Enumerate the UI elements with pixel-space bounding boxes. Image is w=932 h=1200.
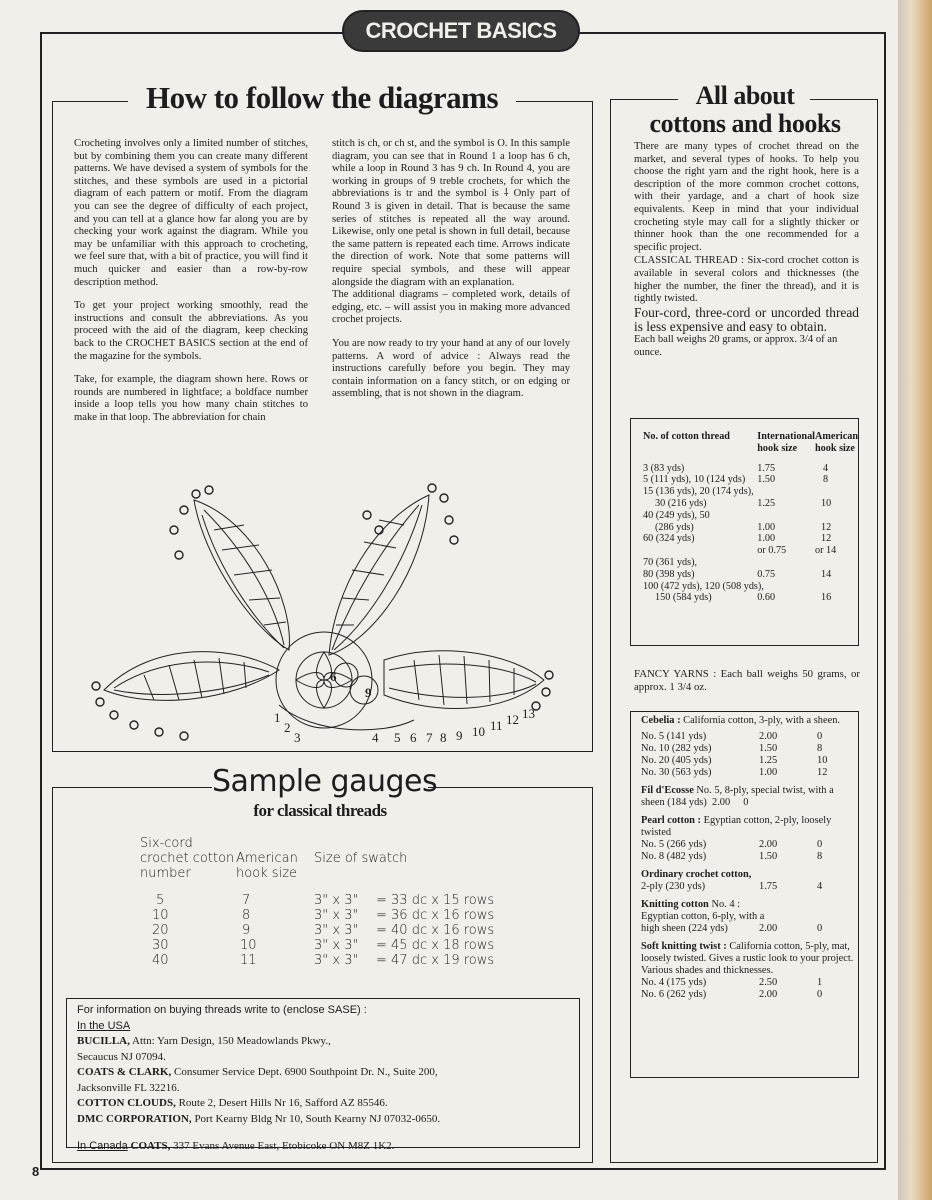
diagram-labels — [274, 669, 535, 745]
paragraph: CLASSICAL THREAD : Six-cord crochet cotton is available in several colors and thicknesses (the higher the number, the finer the thread), and it is tightly twisted. — [634, 255, 859, 305]
cell: = 40 dc x 16 rows — [376, 923, 495, 938]
supplier-entry: DMC CORPORATION, Port Kearny Bldg Nr 10, South Kearny NJ 07032-0650. — [77, 1112, 441, 1125]
gauges-table — [140, 836, 506, 968]
diagrams-column-2 — [332, 138, 570, 412]
table-row — [140, 953, 506, 968]
yarn-row: No. 30 (563 yds) 1.00 12 — [641, 767, 828, 778]
cell: 10 — [152, 908, 169, 923]
yarn-row: 2.00 0 — [759, 923, 823, 934]
cell: 8 — [242, 908, 251, 923]
table-row: 5 (111 yds), 10 (124 yds) 1.50 8 — [643, 474, 829, 486]
paragraph: Take, for example, the diagram shown here. Rows or rounds are numbered in lightface; a boldface number inside a loop tells you how many chain stitches to make in that loop. The abbreviation for chain — [74, 374, 308, 423]
yarn-row: No. 4 (175 yds) 2.50 1 — [641, 977, 823, 988]
cottons-box-bottom-border — [610, 1162, 878, 1163]
cell: = 47 dc x 19 rows — [376, 953, 495, 968]
diagram-petal-upper-left — [194, 500, 289, 650]
loop-label: 6 — [330, 669, 337, 684]
yarn-row: No. 8 (482 yds) 1.50 8 — [641, 851, 823, 862]
yarn-entry: Fil d'Ecosse No. 5, 8-ply, special twist, with a sheen (184 yds) 2.00 0 — [641, 785, 834, 808]
round-number: 3 — [294, 730, 301, 745]
gauges-title: Sample gauges — [212, 764, 438, 799]
cottons-text — [634, 141, 859, 359]
cell: 3" x 3" — [314, 938, 359, 953]
cell: 3" x 3" — [314, 953, 359, 968]
section-banner — [342, 10, 580, 52]
yarn-row: No. 10 (282 yds) 1.50 8 — [641, 743, 823, 754]
diagram-petal-left — [104, 652, 279, 701]
loop-label: 9 — [365, 685, 372, 700]
table-row: 30 (216 yds) 1.25 10 — [655, 497, 832, 509]
cell: 9 — [242, 923, 251, 938]
diagram-box-right-border — [592, 101, 593, 751]
table-row: 70 (361 yds), — [643, 556, 698, 568]
gauges-box-bottom-border — [52, 1162, 593, 1163]
fancy-yarns-box — [630, 711, 859, 1078]
cell: 40 — [152, 953, 169, 968]
table-row — [140, 893, 506, 908]
table-row — [140, 938, 506, 953]
round-number: 2 — [284, 720, 291, 735]
diagram-petal-right — [384, 651, 544, 709]
paragraph: stitch is ch, or ch st, and the symbol is O. In this sample diagram, you can see that in Round 1 a loop has 6 ch, while a loop in Round 3 has 9 ch. In Round 4, you are working in groups of 9 treble crochets, for which the abbreviations is tr and the symbol is ⸸ Only part of Round 3 is given in detail. That is because the same series of stitches is repeated all the way around. Likewise, only one petal is shown in full detail, because the same pattern is repeated each time. Arrows indicate the direction of work. Note that some patterns will require special symbols, and these will appear alongside the diagram with an explanation. — [332, 138, 570, 288]
cottons-title-line2: cottons and hooks — [649, 109, 841, 138]
paragraph: There are many types of crochet thread on the market, and several types of hooks. To help you choose the right yarn and the right hook, here is a description of the more common crochet cottons, with their yardage, and a chart of hook size equivalents. Keep in mind that your individual crocheting style may call for a slightly thicker or thinner hook than the one recommended for a specific project. — [634, 141, 859, 253]
cell: = 36 dc x 16 rows — [376, 908, 495, 923]
gauges-box-left-border — [52, 787, 53, 1162]
round-number: 9 — [456, 728, 463, 743]
paragraph: You are now ready to try your hand at any of our lovely patterns. A word of advice : Always read the instructions carefully before you begin. They may contain information on a fancy stitch, or on edging or assembling, that is not shown in the diagram. — [332, 337, 570, 400]
round-number: 7 — [426, 730, 433, 745]
table-row: 3 (83 yds) 1.75 4 — [643, 462, 829, 474]
paragraph: Four-cord, three-cord or uncorded thread is less expensive and easy to obtain. — [634, 304, 859, 334]
round-number: 1 — [274, 710, 281, 725]
yarn-row: No. 5 (266 yds) 2.00 0 — [641, 839, 823, 850]
paragraph: To get your project working smoothly, read the instructions and consult the abbreviations. As you proceed with the aid of the diagram, keep checking back to the CROCHET BASICS section at the end of the magazine for the symbols. — [74, 300, 308, 362]
round-number: 11 — [490, 718, 503, 733]
supplier-entry-line2: Jacksonville FL 32216. — [77, 1081, 180, 1094]
table-row: 15 (136 yds), 20 (174 yds), — [643, 486, 754, 498]
header-cell: American hook size — [236, 851, 298, 881]
cell: = 45 dc x 18 rows — [376, 938, 495, 953]
header-cell: American hook size — [815, 431, 858, 454]
header-cell: Size of swatch — [314, 851, 408, 866]
supplier-entry-line2: Secaucus NJ 07094. — [77, 1050, 166, 1063]
supplier-entry: COTTON CLOUDS, Route 2, Desert Hills Nr 16, Safford AZ 85546. — [77, 1097, 388, 1109]
round-number: 8 — [440, 730, 447, 745]
title-rule-left — [52, 101, 128, 102]
fancy-yarns-text: FANCY YARNS : Each ball weighs 50 grams, or approx. 1 3/4 oz. — [634, 668, 860, 693]
yarn-entry: Pearl cotton : Egyptian cotton, 2-ply, loosely twisted — [641, 815, 832, 838]
diagram-box-bottom-border — [52, 751, 593, 752]
yarn-row: No. 5 (141 yds) 2.00 0 — [641, 731, 823, 742]
table-row: 150 (584 yds) 0.60 16 — [655, 592, 832, 604]
info-usa-label: In the USA — [77, 1019, 131, 1032]
cell: 5 — [156, 893, 165, 908]
table-row: 40 (249 yds), 50 — [643, 509, 710, 521]
diagrams-title: How to follow the diagrams — [145, 80, 499, 115]
paragraph: Each ball weighs 20 grams, or approx. 3/4 of an ounce. — [634, 334, 838, 358]
yarn-entry: Knitting cotton No. 4 : Egyptian cotton, 6-ply, with a high sheen (224 yds) — [641, 899, 765, 934]
yarn-entry: Ordinary crochet cotton, — [641, 869, 752, 880]
yarn-row: No. 20 (405 yds) 1.25 10 — [641, 755, 828, 766]
thread-suppliers-box — [66, 998, 580, 1152]
page-number: 8 — [32, 1164, 40, 1179]
cell: = 33 dc x 15 rows — [376, 893, 495, 908]
gauges-rule-left — [52, 787, 212, 788]
cell: 3" x 3" — [314, 893, 359, 908]
table-header-row — [643, 431, 858, 455]
gauges-subtitle: for classical threads — [253, 801, 387, 820]
table-row — [140, 923, 506, 938]
hook-size-table-box — [630, 418, 859, 646]
header-cell: Six-cord crochet cotton number — [140, 836, 235, 881]
round-number: 12 — [506, 712, 519, 727]
yarn-row: 2-ply (230 yds) 1.75 4 — [641, 881, 823, 892]
crochet-motif-diagram — [84, 480, 554, 750]
cottons-title-line1: All about — [695, 81, 795, 110]
cell: 3" x 3" — [314, 908, 359, 923]
header-cell: International hook size — [757, 431, 815, 454]
round-number: 4 — [372, 730, 379, 745]
paragraph: The additional diagrams – completed work, details of edging, etc. – will assist you in making more advanced crochet projects. — [332, 289, 570, 326]
table-row: (286 yds) 1.00 12 — [655, 521, 832, 533]
yarn-entry: Soft knitting twist : California cotton, 5-ply, mat, loosely twisted. Gives a rustic look to your project. Various shades and thicknesses. — [641, 941, 854, 976]
diagram-center — [276, 632, 414, 730]
table-header-row — [140, 836, 506, 881]
table-row: or 0.75 or 14 — [757, 545, 837, 557]
cell: 10 — [240, 938, 257, 953]
gauges-rule-right — [428, 787, 593, 788]
table-row: 100 (472 yds), 120 (508 yds), — [643, 580, 764, 592]
paragraph: Crocheting involves only a limited number of stitches, but by combining them you can create many different patterns. We have devised a system of symbols for the stitches, and these symbols are used in a pictorial diagram of each pattern or motif. From the diagram you can see the degree of difficulty of each project, and you can tell at a glance how far along you are by checking your work against the diagram. While you may be unfamiliar with this approach to crocheting, we feel sure that, with a bit of practice, you will find it much quicker and easier than a row-by-row description method. — [74, 138, 308, 288]
header-cell: No. of cotton thread — [643, 431, 730, 442]
supplier-entry: BUCILLA, Attn: Yarn Design, 150 Meadowlands Pkwy., — [77, 1035, 331, 1047]
round-number: 6 — [410, 730, 417, 745]
cell: 20 — [152, 923, 169, 938]
round-number: 10 — [472, 724, 485, 739]
round-number: 13 — [522, 706, 535, 721]
supplier-entry: COATS & CLARK, Consumer Service Dept. 6900 Southpoint Dr. N., Suite 200, — [77, 1066, 438, 1078]
section-banner-text: CROCHET BASICS — [365, 18, 557, 43]
table-row: 80 (398 yds) 0.75 14 — [643, 568, 832, 580]
cottons-box-left-border — [610, 99, 611, 1162]
title-rule-right — [516, 101, 592, 102]
table-row: 60 (324 yds) 1.00 12 — [643, 533, 832, 545]
diagram-picots — [92, 484, 553, 740]
info-intro: For information on buying threads write to (enclose SASE) : — [77, 1004, 367, 1016]
yarn-row: No. 6 (262 yds) 2.00 0 — [641, 989, 823, 1000]
gauges-box-right-border — [592, 787, 593, 1162]
cell: 11 — [240, 953, 257, 968]
yarn-entry: Cebelia : California cotton, 3-ply, with a sheen. — [641, 715, 841, 726]
table-row — [140, 908, 506, 923]
cell: 30 — [152, 938, 169, 953]
supplier-entry-canada: In Canada COATS, 337 Evans Avenue East, Etobicoke ON M8Z 1K2. — [77, 1140, 395, 1152]
round-number: 5 — [394, 730, 401, 745]
diagram-box-left-border — [52, 101, 53, 751]
hook-size-table — [643, 431, 858, 604]
cell: 7 — [242, 893, 251, 908]
diagram-petal-upper-right — [329, 495, 429, 655]
page-binding-edge — [898, 0, 932, 1200]
diagrams-column-1 — [74, 138, 308, 435]
cell: 3" x 3" — [314, 923, 359, 938]
cottons-box-right-border — [877, 99, 878, 1162]
